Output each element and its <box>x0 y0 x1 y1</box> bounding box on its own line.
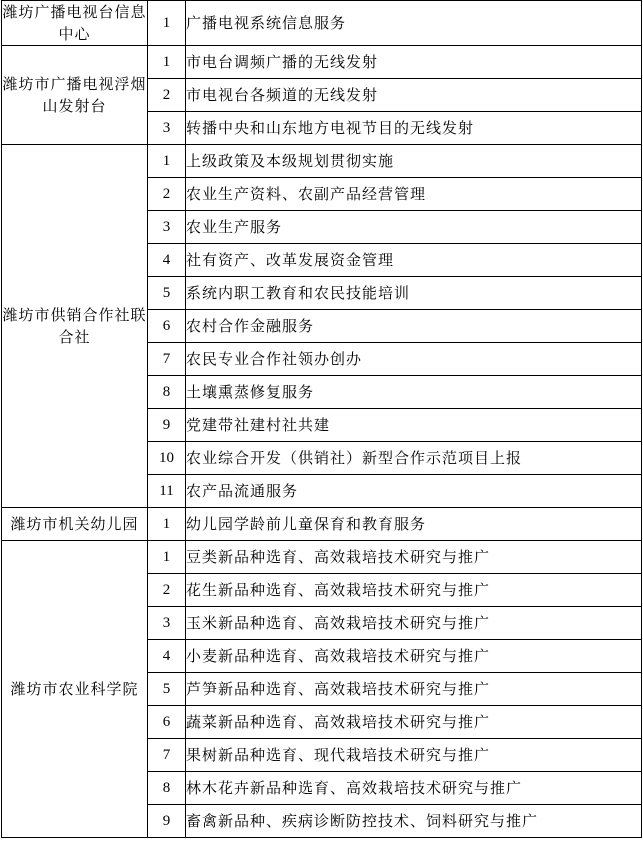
item-number-cell: 1 <box>148 46 186 79</box>
item-number-cell: 6 <box>148 310 186 343</box>
service-item-cell: 小麦新品种选育、高效栽培技术研究与推广 <box>186 640 642 673</box>
unit-name-cell: 潍坊市农业科学院 <box>2 541 148 838</box>
service-item-cell: 市电台调频广播的无线发射 <box>186 46 642 79</box>
service-item-cell: 农业生产资料、农副产品经营管理 <box>186 178 642 211</box>
item-number-cell: 2 <box>148 178 186 211</box>
service-item-cell: 农产品流通服务 <box>186 475 642 508</box>
service-item-cell: 上级政策及本级规划贯彻实施 <box>186 145 642 178</box>
service-item-cell: 花生新品种选育、高效栽培技术研究与推广 <box>186 574 642 607</box>
service-item-cell: 转播中央和山东地方电视节目的无线发射 <box>186 112 642 145</box>
item-number-cell: 1 <box>148 1 186 46</box>
item-number-cell: 6 <box>148 706 186 739</box>
item-number-cell: 1 <box>148 541 186 574</box>
item-number-cell: 8 <box>148 376 186 409</box>
item-number-cell: 7 <box>148 739 186 772</box>
item-number-cell: 1 <box>148 508 186 541</box>
service-item-cell: 林木花卉新品种选育、高效栽培技术研究与推广 <box>186 772 642 805</box>
service-item-cell: 土壤熏蒸修复服务 <box>186 376 642 409</box>
item-number-cell: 4 <box>148 244 186 277</box>
service-item-cell: 果树新品种选育、现代栽培技术研究与推广 <box>186 739 642 772</box>
table-row <box>2 46 642 79</box>
item-number-cell: 9 <box>148 409 186 442</box>
table-row <box>2 145 642 178</box>
item-number-cell: 3 <box>148 211 186 244</box>
service-item-cell: 芦笋新品种选育、高效栽培技术研究与推广 <box>186 673 642 706</box>
unit-name-cell: 潍坊广播电视台信息中心 <box>2 1 148 46</box>
table-row <box>2 1 642 46</box>
item-number-cell: 3 <box>148 112 186 145</box>
item-number-cell: 9 <box>148 805 186 838</box>
service-item-cell: 党建带社建村社共建 <box>186 409 642 442</box>
item-number-cell: 1 <box>148 145 186 178</box>
unit-name-cell: 潍坊市供销合作社联合社 <box>2 145 148 508</box>
item-number-cell: 10 <box>148 442 186 475</box>
item-number-cell: 3 <box>148 607 186 640</box>
service-item-cell: 蔬菜新品种选育、高效栽培技术研究与推广 <box>186 706 642 739</box>
service-item-cell: 农业综合开发（供销社）新型合作示范项目上报 <box>186 442 642 475</box>
table-row <box>2 541 642 574</box>
service-item-cell: 玉米新品种选育、高效栽培技术研究与推广 <box>186 607 642 640</box>
service-item-cell: 农民专业合作社领办创办 <box>186 343 642 376</box>
item-number-cell: 4 <box>148 640 186 673</box>
service-item-cell: 广播电视系统信息服务 <box>186 1 642 46</box>
item-number-cell: 5 <box>148 673 186 706</box>
service-item-cell: 农业生产服务 <box>186 211 642 244</box>
service-item-cell: 系统内职工教育和农民技能培训 <box>186 277 642 310</box>
service-item-cell: 幼儿园学龄前儿童保育和教育服务 <box>186 508 642 541</box>
item-number-cell: 2 <box>148 574 186 607</box>
service-items-table <box>1 0 642 838</box>
unit-name-cell: 潍坊市广播电视浮烟山发射台 <box>2 46 148 145</box>
service-item-cell: 畜禽新品种、疾病诊断防控技术、饲料研究与推广 <box>186 805 642 838</box>
service-item-cell: 市电视台各频道的无线发射 <box>186 79 642 112</box>
item-number-cell: 8 <box>148 772 186 805</box>
item-number-cell: 2 <box>148 79 186 112</box>
item-number-cell: 7 <box>148 343 186 376</box>
service-item-cell: 豆类新品种选育、高效栽培技术研究与推广 <box>186 541 642 574</box>
table-row <box>2 508 642 541</box>
unit-name-cell: 潍坊市机关幼儿园 <box>2 508 148 541</box>
table-body <box>2 1 642 838</box>
item-number-cell: 11 <box>148 475 186 508</box>
service-item-cell: 社有资产、改革发展资金管理 <box>186 244 642 277</box>
item-number-cell: 5 <box>148 277 186 310</box>
service-item-cell: 农村合作金融服务 <box>186 310 642 343</box>
